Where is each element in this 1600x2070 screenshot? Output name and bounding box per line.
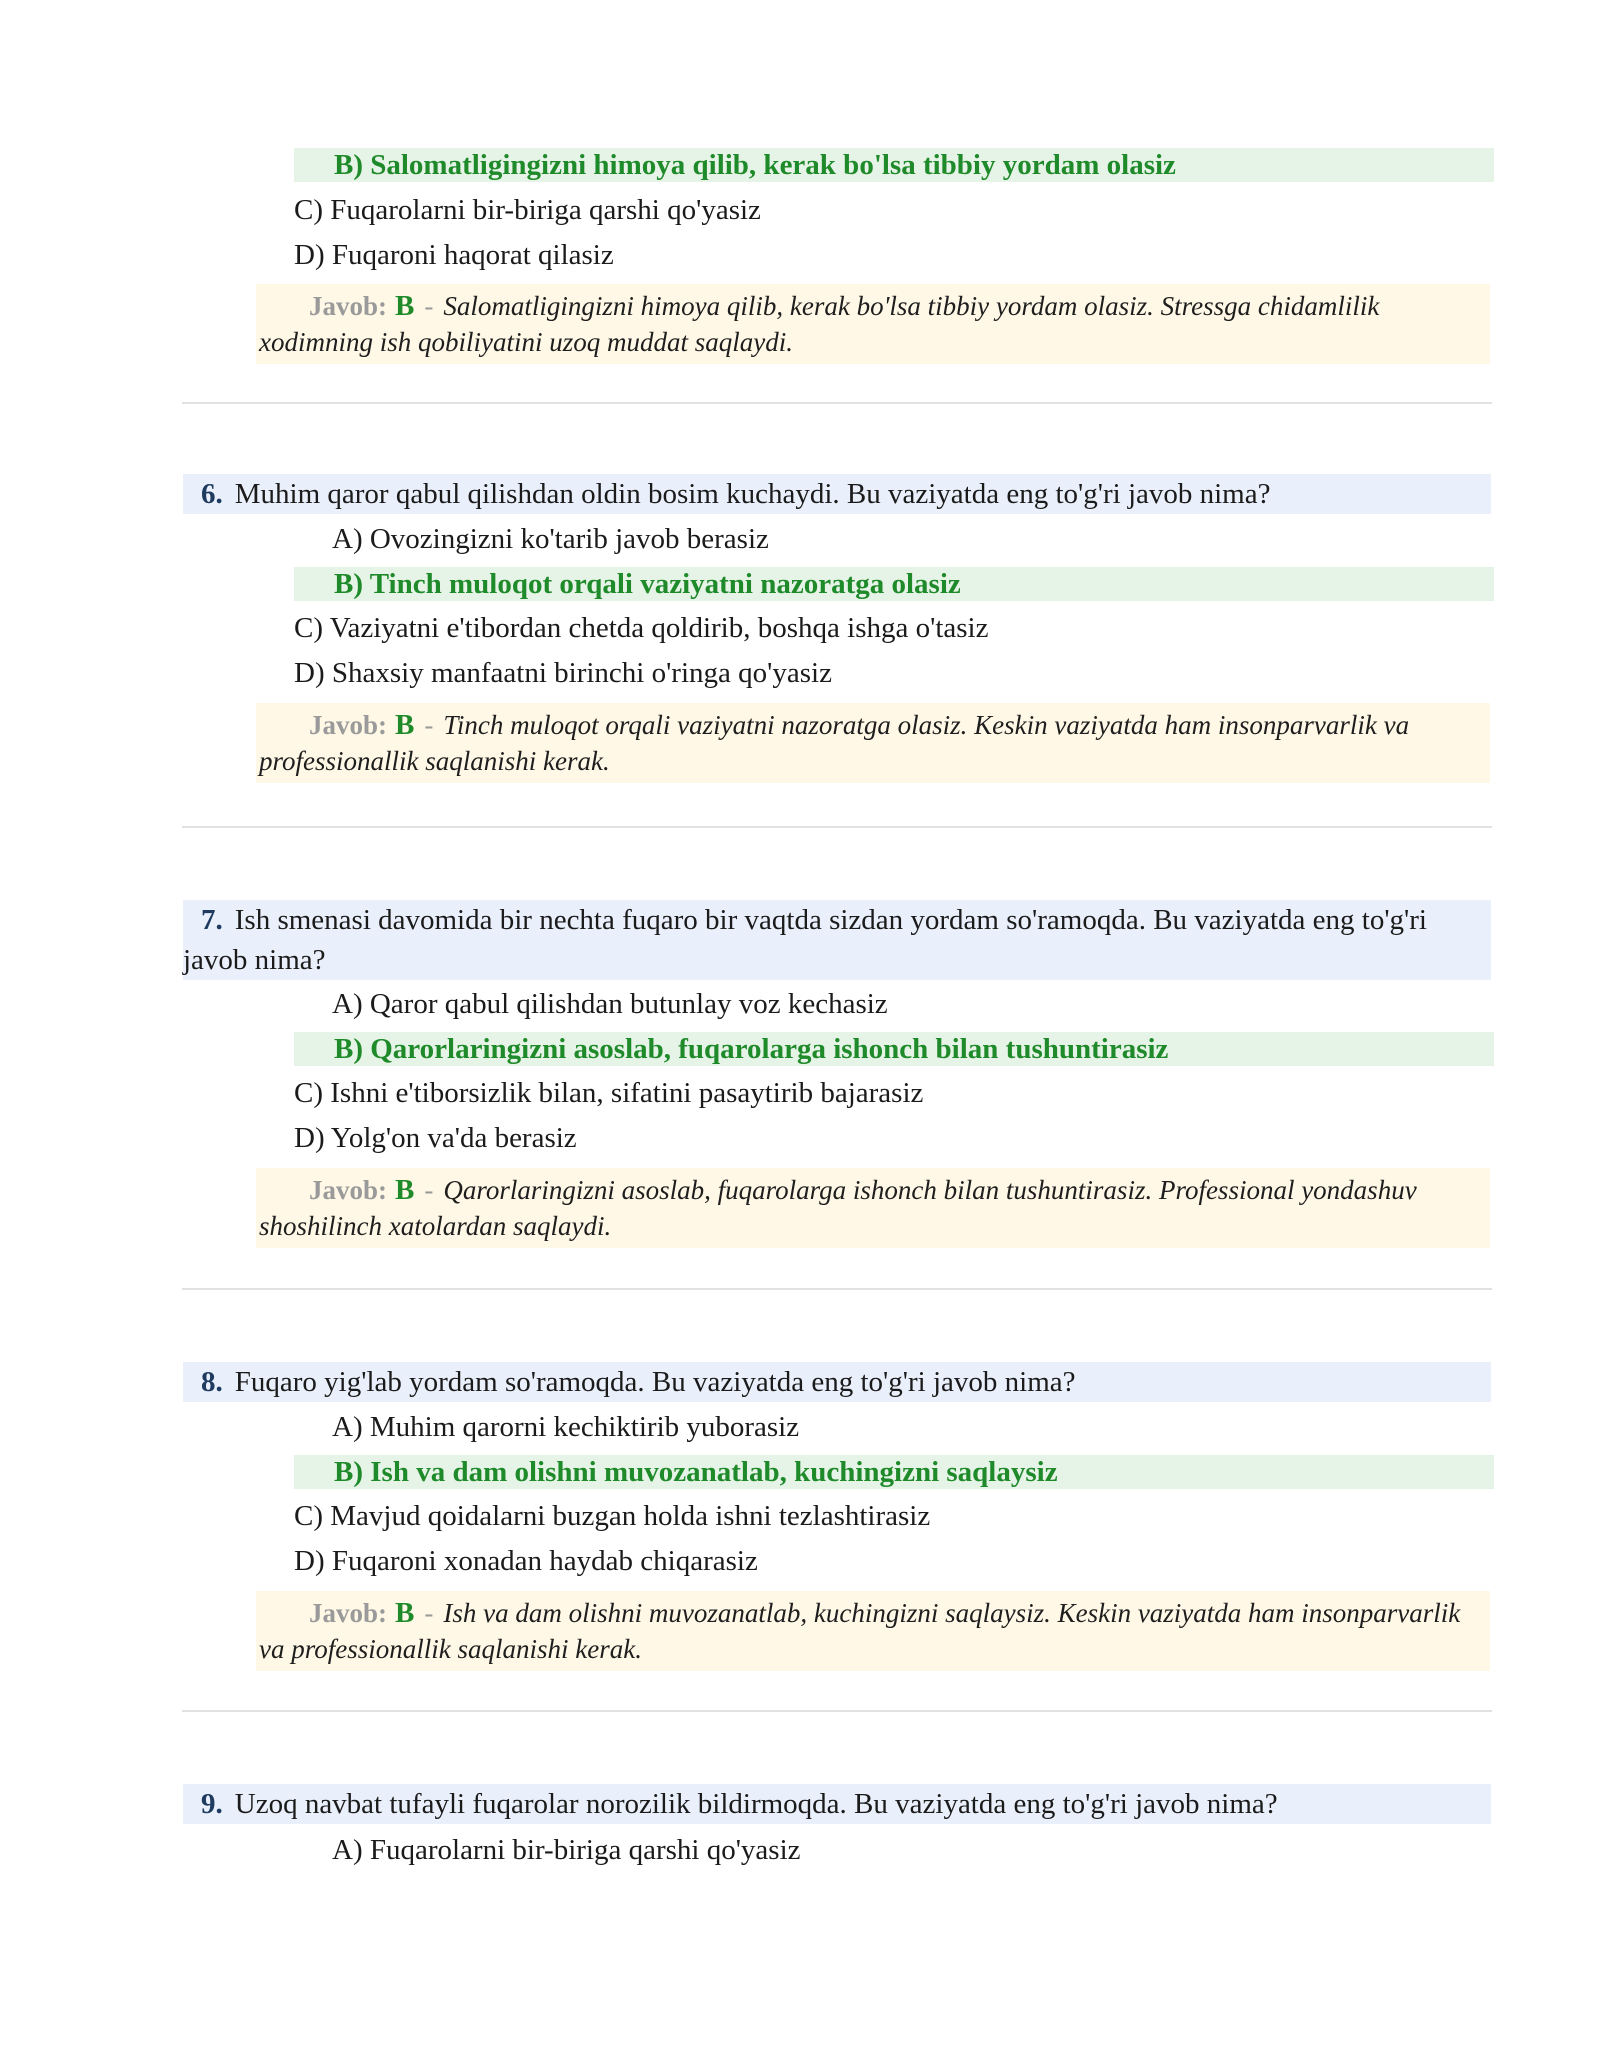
question-text: Muhim qaror qabul qilishdan oldin bosim kuchaydi. Bu vaziyatda eng to'g'ri javob nima?	[234, 478, 1271, 510]
option-a-6: A) Ovozingizni ko'tarib javob berasiz	[332, 523, 769, 555]
question-number: 6.	[201, 478, 223, 510]
separator	[182, 826, 1492, 828]
correct-option-6: B) Tinch muloqot orqali vaziyatni nazoratga olasiz	[294, 567, 1494, 601]
option-c-6: C) Vaziyatni e'tibordan chetda qoldirib, boshqa ishga o'tasiz	[294, 612, 989, 644]
option-d-5: D) Fuqaroni haqorat qilasiz	[294, 239, 614, 271]
answer-box-5	[256, 284, 1490, 364]
answer-dash: -	[424, 291, 434, 321]
answer-letter: B	[395, 1174, 415, 1206]
separator	[182, 1710, 1492, 1712]
option-a-8: A) Muhim qarorni kechiktirib yuborasiz	[332, 1411, 800, 1443]
correct-option-5: B) Salomatligingizni himoya qilib, kerak bo'lsa tibbiy yordam olasiz	[294, 148, 1494, 182]
separator	[182, 1288, 1492, 1290]
option-d-7: D) Yolg'on va'da berasiz	[294, 1122, 577, 1154]
question-text: Uzoq navbat tufayli fuqarolar norozilik bildirmoqda. Bu vaziyatda eng to'g'ri javob nima?	[234, 1788, 1278, 1820]
question-9	[183, 1784, 1491, 1824]
question-number: 9.	[201, 1788, 223, 1820]
question-8	[183, 1362, 1491, 1402]
question-text: Ish smenasi davomida bir nechta fuqaro bir vaqtda sizdan yordam so'ramoqda. Bu vaziyatda eng to'g'ri javob nima?	[183, 904, 1427, 976]
answer-box-8	[256, 1591, 1490, 1671]
answer-letter: B	[395, 290, 415, 322]
question-7	[183, 900, 1491, 980]
answer-dash: -	[424, 710, 434, 740]
option-a-7: A) Qaror qabul qilishdan butunlay voz kechasiz	[332, 988, 888, 1020]
option-d-8: D) Fuqaroni xonadan haydab chiqarasiz	[294, 1545, 758, 1577]
answer-label: Javob:	[309, 1598, 388, 1628]
answer-text: Tinch muloqot orqali vaziyatni nazoratga olasiz. Keskin vaziyatda ham insonparvarlik va professionallik saqlanishi kerak.	[259, 710, 1410, 776]
option-a-9: A) Fuqarolarni bir-biriga qarshi qo'yasiz	[332, 1834, 801, 1866]
answer-text: Qarorlaringizni asoslab, fuqarolarga ishonch bilan tushuntirasiz. Professional yondashuv shoshilinch xatolardan saqlaydi.	[259, 1175, 1417, 1241]
answer-label: Javob:	[309, 291, 388, 321]
answer-dash: -	[424, 1175, 434, 1205]
correct-option-7: B) Qarorlaringizni asoslab, fuqarolarga ishonch bilan tushuntirasiz	[294, 1032, 1494, 1066]
answer-letter: B	[395, 709, 415, 741]
question-text: Fuqaro yig'lab yordam so'ramoqda. Bu vaziyatda eng to'g'ri javob nima?	[234, 1366, 1076, 1398]
answer-box-7	[256, 1168, 1490, 1248]
question-6	[183, 474, 1491, 514]
answer-dash: -	[424, 1598, 434, 1628]
answer-box-6	[256, 703, 1490, 783]
answer-label: Javob:	[309, 1175, 388, 1205]
question-number: 7.	[201, 904, 223, 936]
option-d-6: D) Shaxsiy manfaatni birinchi o'ringa qo'yasiz	[294, 657, 832, 689]
answer-label: Javob:	[309, 710, 388, 740]
answer-text: Salomatligingizni himoya qilib, kerak bo'lsa tibbiy yordam olasiz. Stressga chidamlilik xodimning ish qobiliyatini uzoq muddat saqlaydi.	[259, 291, 1380, 357]
option-c-5: C) Fuqarolarni bir-biriga qarshi qo'yasiz	[294, 194, 761, 226]
separator	[182, 402, 1492, 404]
correct-option-8: B) Ish va dam olishni muvozanatlab, kuchingizni saqlaysiz	[294, 1455, 1494, 1489]
answer-letter: B	[395, 1597, 415, 1629]
question-number: 8.	[201, 1366, 223, 1398]
answer-text: Ish va dam olishni muvozanatlab, kuchingizni saqlaysiz. Keskin vaziyatda ham insonparvarlik va professionallik saqlanishi kerak.	[259, 1598, 1461, 1664]
option-c-8: C) Mavjud qoidalarni buzgan holda ishni tezlashtirasiz	[294, 1500, 931, 1532]
option-c-7: C) Ishni e'tiborsizlik bilan, sifatini pasaytirib bajarasiz	[294, 1077, 924, 1109]
